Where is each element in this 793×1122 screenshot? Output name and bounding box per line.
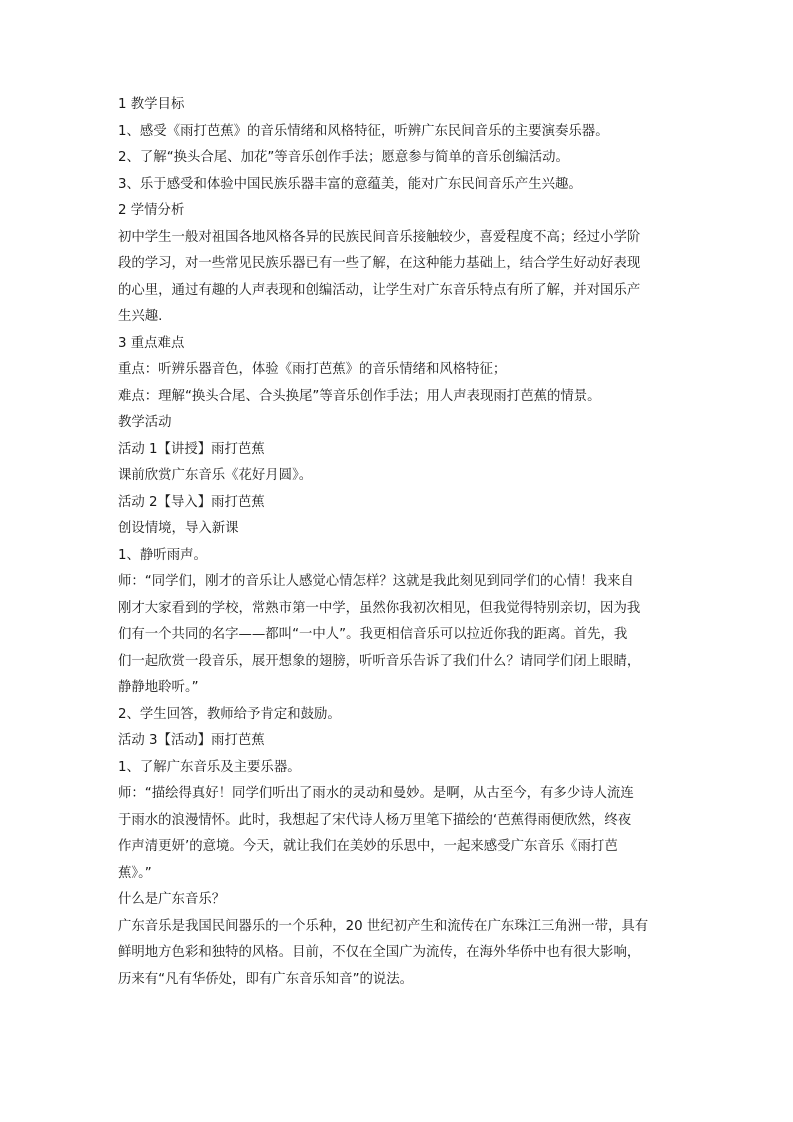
analysis-line: 生兴趣. — [118, 309, 163, 324]
teacher-speech-line: 们有一个共同的名字——都叫“一中人”。我更相信音乐可以拉近你我的距离。首先，我 — [118, 627, 628, 642]
question-line: 什么是广东音乐？ — [118, 892, 226, 907]
teacher-speech-line: 刚才大家看到的学校，常熟市第一中学，虽然你我初次相见，但我觉得特别亲切，因为我 — [118, 600, 641, 616]
section-title-analysis: 2 学情分析 — [118, 203, 185, 218]
teacher-speech-line: 蕉》。” — [118, 865, 152, 881]
answer-line: 鲜明地方色彩和独特的风格。目前，不仅在全国广为流传，在海外华侨中也有很大影响， — [118, 945, 641, 960]
analysis-line: 段的学习，对一些常见民族乐器已有一些了解，在这种能力基础上，结合学生好动好表现 — [118, 256, 641, 271]
teacher-speech-line: 师：“描绘得真好！同学们听出了雨水的灵动和曼妙。是啊，从古至今，有多少诗人流连 — [118, 786, 634, 801]
activity-3-title: 活动 3【活动】雨打芭蕉 — [118, 733, 265, 748]
answer-line: 广东音乐是我国民间器乐的一个乐种，20 世纪初产生和流传在广东珠江三角洲一带，具有 — [118, 918, 649, 934]
objective-item: 2、了解“换头合尾、加花”等音乐创作手法；愿意参与简单的音乐创编活动。 — [118, 150, 569, 165]
analysis-line: 的心里，通过有趣的人声表现和创编活动，让学生对广东音乐特点有所了解，并对国乐产 — [118, 282, 641, 298]
section-title-focus: 3 重点难点 — [118, 335, 185, 351]
teacher-speech-line: 们一起欣赏一段音乐，展开想象的翅膀，听听音乐告诉了我们什么？请同学们闭上眼睛， — [118, 653, 641, 669]
teacher-speech-line: 作声清更妍’的意境。今天，就让我们在美妙的乐思中，一起来感受广东音乐《雨打芭 — [118, 839, 618, 854]
activity-1-title: 活动 1【讲授】雨打芭蕉 — [118, 441, 265, 457]
teacher-speech-line: 于雨水的浪漫情怀。此时，我想起了宋代诗人杨万里笔下描绘的‘芭蕉得雨便欣然，终夜 — [118, 812, 632, 828]
teacher-speech-line: 静静地聆听。” — [118, 680, 199, 695]
activity-2-intro: 创设情境，导入新课 — [118, 521, 239, 536]
activity-1-text: 课前欣赏广东音乐《花好月圆》。 — [118, 468, 313, 483]
difficult-point: 难点：理解“换头合尾、合头换尾”等音乐创作手法；用人声表现雨打芭蕉的情景。 — [118, 388, 601, 404]
objective-item: 3、乐于感受和体验中国民族乐器丰富的意蕴美，能对广东民间音乐产生兴趣。 — [118, 176, 582, 192]
analysis-line: 初中学生一般对祖国各地风格各异的民族民间音乐接触较少，喜爱程度不高；经过小学阶 — [118, 229, 641, 245]
activity-2-step-2: 2、学生回答，教师给予肯定和鼓励。 — [118, 706, 341, 722]
activity-2-step-1: 1、静听雨声。 — [118, 547, 207, 563]
document-body — [118, 92, 676, 993]
teacher-speech-line: 师：“同学们，刚才的音乐让人感觉心情怎样？这就是我此刻见到同学们的心情！我来自 — [118, 574, 634, 589]
objective-item: 1、感受《雨打芭蕉》的音乐情绪和风格特征，听辨广东民间音乐的主要演奏乐器。 — [118, 123, 609, 139]
key-point: 重点：听辨乐器音色，体验《雨打芭蕉》的音乐情绪和风格特征； — [118, 362, 507, 377]
answer-line: 历来有“凡有华侨处，即有广东音乐知音”的说法。 — [118, 971, 414, 987]
activity-3-step-1: 1、了解广东音乐及主要乐器。 — [118, 759, 301, 775]
activity-2-title: 活动 2【导入】雨打芭蕉 — [118, 494, 265, 510]
section-title-objectives: 1 教学目标 — [118, 97, 185, 112]
section-title-activities: 教学活动 — [118, 415, 172, 430]
